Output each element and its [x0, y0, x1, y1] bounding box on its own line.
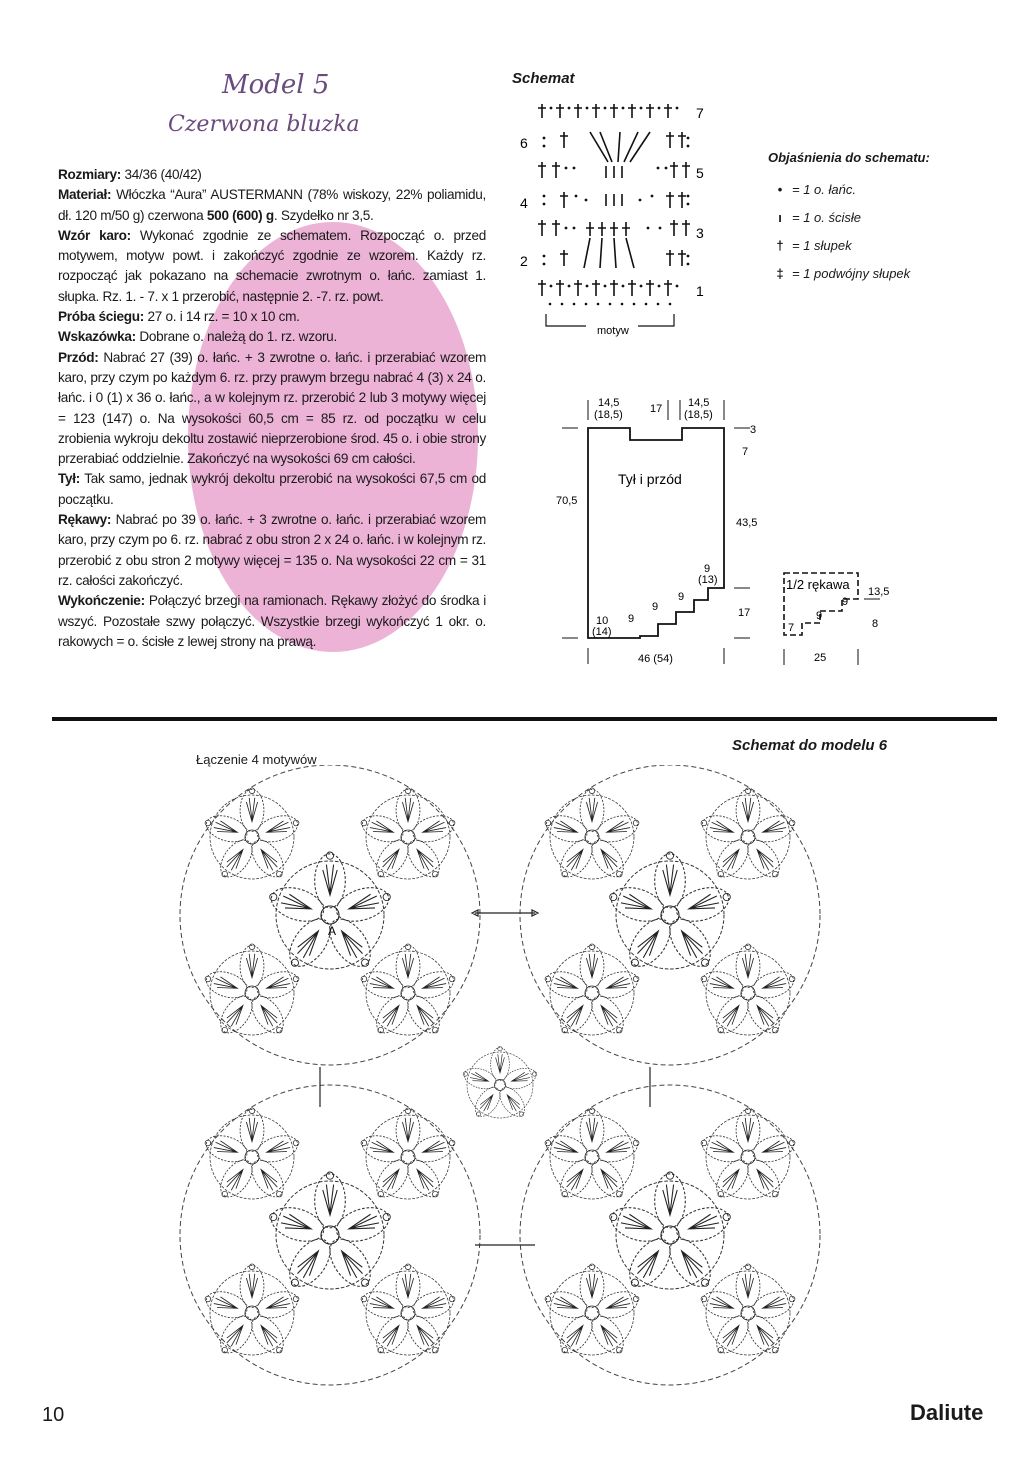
- instructions-text: [58, 165, 486, 652]
- center-marker: A: [328, 924, 337, 938]
- dim-right-3: 3: [750, 424, 757, 436]
- dim-bottom-14: (14): [592, 626, 612, 638]
- legend-item: ‡ = 1 podwójny słupek: [768, 259, 930, 287]
- chart-row-7: [538, 104, 672, 118]
- model-title: Model 5: [222, 70, 330, 100]
- chain-stitch-icon: •: [777, 181, 783, 197]
- row-num-1: 1: [696, 283, 704, 299]
- dim-step-9d: 9: [628, 613, 635, 625]
- chart-row-2: [560, 238, 686, 268]
- chart-row-3: [538, 220, 690, 236]
- dim-step-9: 9: [704, 563, 711, 575]
- treble-crochet-icon: ‡: [776, 265, 784, 281]
- schemat-title: Schemat: [512, 70, 575, 87]
- sleeve-step-9a: 9: [842, 596, 849, 608]
- dim-step-9c: 9: [652, 601, 659, 613]
- schemat6-title: Schemat do modelu 6: [732, 737, 888, 754]
- body-pattern-label: Tył i przód: [618, 471, 682, 487]
- instr-wykonczenie: Wykończenie: Połączyć brzegi na ramionach. Rękawy złożyć do środka i wszyć. Pozostałe szwy połączyć. Wszystkie brzegi wykończyć 1 okr. o. rakowych = o. ścisłe z lewej strony na prawą.: [58, 593, 486, 649]
- lace-motif-diagram: [170, 765, 870, 1395]
- dim-bottom-10: 10: [596, 615, 609, 627]
- body-pattern-diagram: [550, 390, 770, 675]
- dim-right-7: 7: [742, 446, 749, 458]
- sleeve-pattern-diagram: [776, 565, 896, 675]
- dim-left-height: 70,5: [556, 495, 578, 507]
- legend-item: ı = 1 o. ścisłe: [768, 203, 930, 231]
- dim-top-right-alt: (18,5): [684, 409, 713, 421]
- legend-item: † = 1 słupek: [768, 231, 930, 259]
- dim-step-13: (13): [698, 574, 718, 586]
- lace-block: [180, 765, 480, 1065]
- dim-right-height: 43,5: [736, 517, 758, 529]
- sleeve-label: 1/2 rękawa: [786, 577, 850, 592]
- stitch-chart: [510, 96, 725, 341]
- sleeve-h1: 13,5: [868, 586, 890, 598]
- model-subtitle: Czerwona bluzka: [168, 112, 360, 137]
- instr-proba: Próba ściegu: 27 o. i 14 rz. = 10 x 10 cm.: [58, 309, 300, 325]
- instr-rozmiary: Rozmiary: 34/36 (40/42): [58, 167, 202, 182]
- lace-block: [180, 1085, 480, 1385]
- row-num-2: 2: [520, 253, 528, 269]
- row-num-3: 3: [696, 225, 704, 241]
- double-crochet-icon: †: [776, 237, 784, 253]
- sleeve-h2: 8: [872, 618, 879, 630]
- instr-wzor-karo: Wzór karo: Wykonać zgodnie ze schematem. Rozpocząć o. przed motywem, motyw powt. i zakończyć zgodnie ze wzorem. Każdy rz. rozpocząć jak pokazano na schemacie zwrotnym o. łańc. zamiast 1. słupka. Rz. 1. - 7. x 1 przerobić, następnie 2. -7. rz. powt.: [58, 227, 486, 304]
- stitch-grid: [538, 104, 690, 296]
- page-number: 10: [42, 1404, 65, 1426]
- sleeve-width: 25: [814, 652, 827, 664]
- legend-title: Objaśnienia do schematu:: [768, 150, 930, 165]
- sleeve-step-7: 7: [788, 622, 795, 634]
- dim-right-17: 17: [738, 607, 751, 619]
- chart-row-1: [538, 280, 672, 296]
- join-label: Łączenie 4 motywów: [196, 752, 317, 767]
- dim-top-right: 14,5: [688, 397, 710, 409]
- instr-material: Materiał: Włóczka “Aura” AUSTERMANN (78% wiskozy, 22% poliamidu, dł. 120 m/50 g) czerwona 500 (600) g. Szydełko nr 3,5.: [58, 187, 486, 223]
- row-num-6: 6: [520, 135, 528, 151]
- instr-tyl: Tył: Tak samo, jednak wykrój dekoltu przerobić na wysokości 67,5 cm od początku.: [58, 471, 486, 507]
- instr-rekawy: Rękawy: Nabrać po 39 o. łańc. + 3 zwrotne o. łańc. i przerabiać wzorem karo, przy czym po 6. rz. nabrać z obu stron 2 x 24 o. łańc. i w kolejnym rz. przerobić z obu stron 2 motywy więcej = 135 o. Na wysokości 22 cm = 31 rz. całości zakończyć.: [58, 512, 486, 588]
- brand-name: Daliute: [910, 1400, 984, 1425]
- sleeve-step-9b: 9: [816, 610, 823, 622]
- lace-block: [520, 765, 820, 1065]
- chart-row-4: [560, 192, 686, 208]
- section-divider: [52, 717, 997, 721]
- motif-label: motyw: [597, 325, 629, 337]
- chart-row-6: [560, 132, 686, 162]
- instr-przod: Przód: Nabrać 27 (39) o. łańc. + 3 zwrotne o. łańc. i przerabiać wzorem karo, przy czym po każdym 6. rz. przy prawym brzegu nabrać 4 (3) x 24 o. łańc. i 0 (1) x 36 o. łańc., a w kolejnym rz. przerobić 2 lub 3 motywy więcej = 123 (147) o. Na wysokości 60,5 cm = 85 rz. od początku w celu zrobienia wykroju dekoltu zostawić nieprzerobione środ. 45 o. i obie strony przerabiać oddzielnie. Zakończyć na wysokości 69 cm całości.: [58, 349, 486, 467]
- row-num-5: 5: [696, 165, 704, 181]
- lace-block: [520, 1085, 820, 1385]
- row-num-7: 7: [696, 105, 704, 121]
- row-num-4: 4: [520, 195, 528, 211]
- chart-row-5: [538, 162, 690, 178]
- legend: [768, 150, 930, 287]
- dim-bottom-width: 46 (54): [638, 653, 673, 665]
- dim-step-9b: 9: [678, 591, 685, 603]
- single-crochet-icon: ı: [778, 209, 782, 225]
- dim-top-mid: 17: [650, 403, 663, 415]
- lace-center-motif: [462, 1047, 539, 1121]
- dim-top-left-alt: (18,5): [594, 409, 623, 421]
- instr-wskazowka: Wskazówka: Dobrane o. należą do 1. rz. wzoru.: [58, 329, 337, 345]
- dim-top-left: 14,5: [598, 397, 620, 409]
- legend-item: • = 1 o. łańc.: [768, 175, 930, 203]
